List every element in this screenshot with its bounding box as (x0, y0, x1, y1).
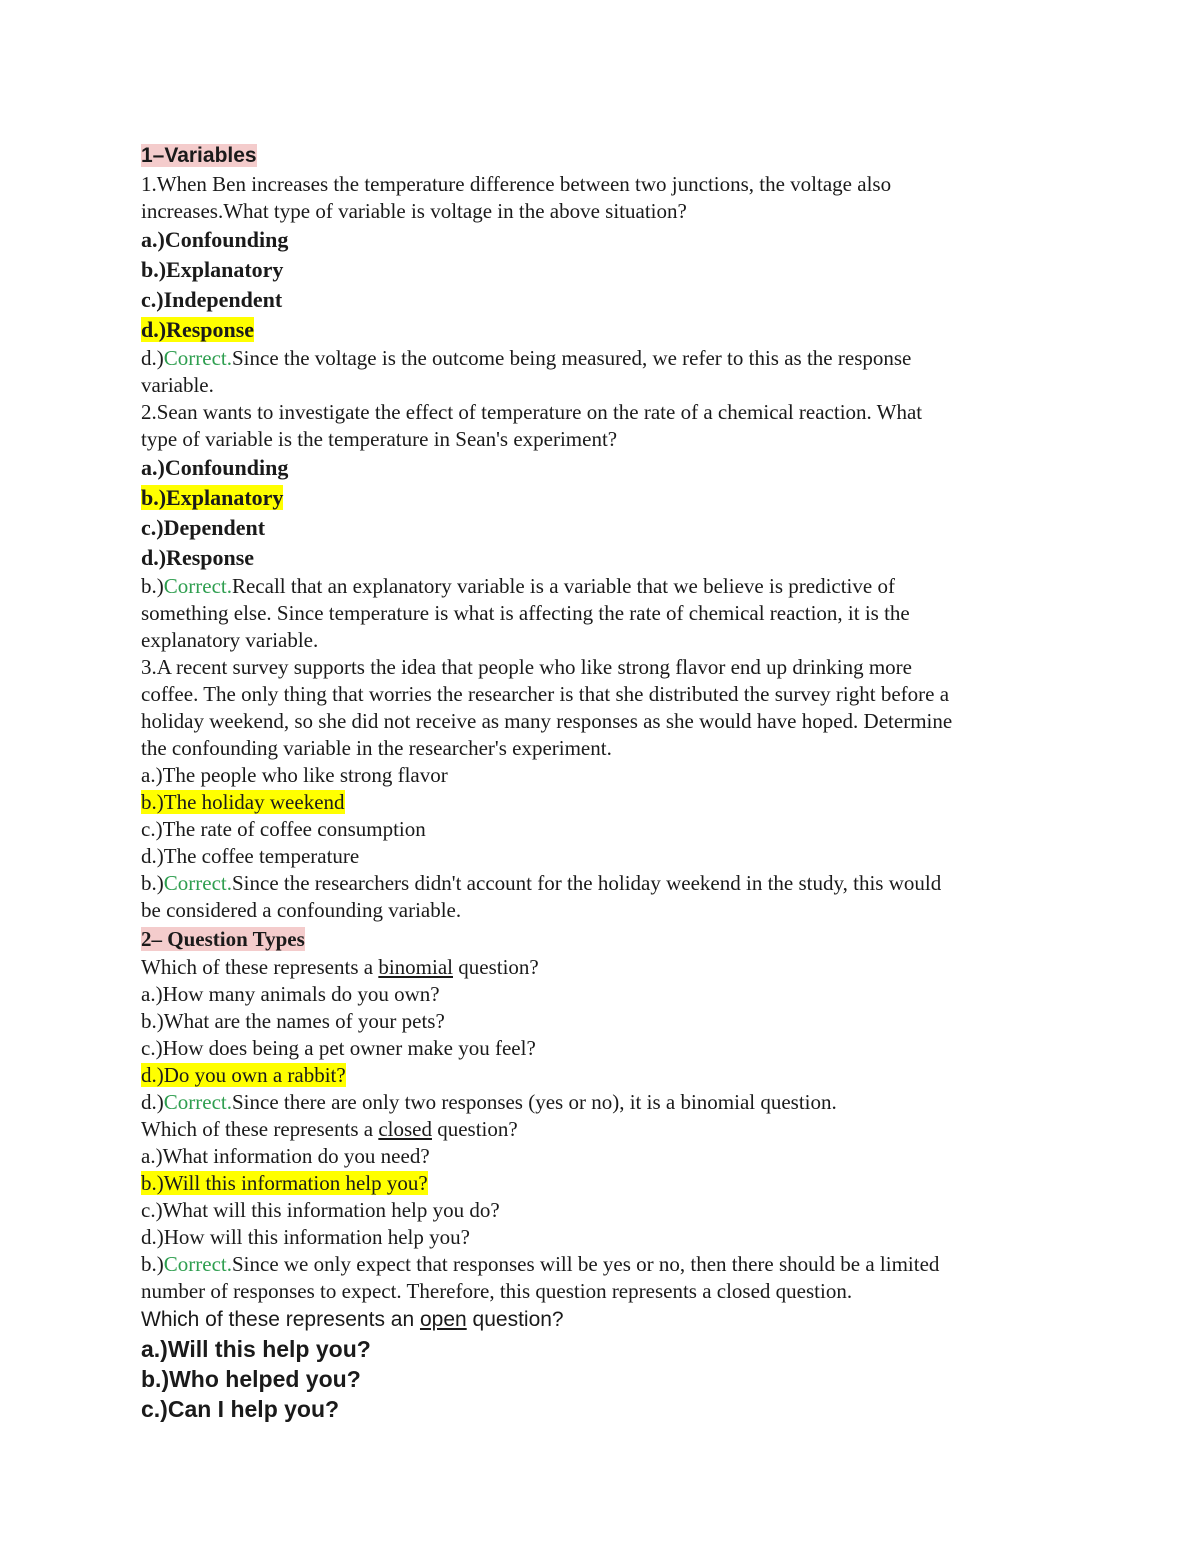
correct-label: Correct. (163, 1090, 232, 1114)
question-2-text: 2.Sean wants to investigate the effect of temperature on the rate of a chemical reaction. What (141, 400, 923, 424)
question-4-post: question? (453, 955, 539, 979)
question-3-text: 3.A recent survey supports the idea that people who like strong flavor end up drinking more (141, 655, 912, 679)
question-5-option-d: d.)How will this information help you? (141, 1225, 470, 1249)
question-3-text-cont-2: holiday weekend, so she did not receive as many responses as she would have hoped. Determine (141, 709, 953, 733)
question-5-explanation-cont: number of responses to expect. Therefore, this question represents a closed question. (141, 1279, 853, 1303)
question-6-post: question? (466, 1308, 564, 1331)
question-6-pre: Which of these represents an (141, 1308, 420, 1331)
document-page (141, 141, 1061, 1424)
question-5-answer-highlight: b.)Will this information help you? (141, 1171, 428, 1195)
question-2-answer-highlight: b.)Explanatory (141, 485, 284, 510)
question-5-post: question? (431, 1117, 518, 1141)
question-5-pre: Which of these represents a (141, 1117, 379, 1141)
question-5-option-a: a.)What information do you need? (141, 1144, 430, 1168)
correct-label: Correct. (163, 574, 232, 598)
question-5-explanation (141, 1251, 1061, 1278)
question-3-explanation (141, 870, 1061, 897)
question-3-explanation-cont: be considered a confounding variable. (141, 898, 462, 922)
section-2-heading-text: 2– Question Types (141, 927, 305, 951)
question-2-option-d: d.)Response (141, 545, 255, 570)
question-2-explanation-cont: something else. Since temperature is what is affecting the rate of chemical reaction, it is the (141, 601, 910, 625)
question-4-option-a: a.)How many animals do you own? (141, 982, 440, 1006)
question-4-option-c: c.)How does being a pet owner make you feel? (141, 1036, 536, 1060)
question-1-text: 1.When Ben increases the temperature difference between two junctions, the voltage also (141, 172, 892, 196)
question-4-option-d (141, 1062, 1061, 1089)
question-5-text (141, 1116, 1061, 1143)
explanation-text: Recall that an explanatory variable is a variable that we believe is predictive of (231, 574, 895, 598)
question-4-answer-highlight: d.)Do you own a rabbit? (141, 1063, 346, 1087)
answer-prefix: b.) (141, 1252, 164, 1276)
question-2-option-c: c.)Dependent (141, 515, 266, 540)
question-1-text-cont: increases.What type of variable is voltage in the above situation? (141, 199, 687, 223)
answer-prefix: d.) (141, 346, 164, 370)
question-5-option-b (141, 1170, 1061, 1197)
answer-prefix: b.) (141, 574, 164, 598)
explanation-text: Since there are only two responses (yes or no), it is a binomial question. (231, 1090, 837, 1114)
answer-prefix: b.) (141, 871, 164, 895)
question-3-text-cont-3: the confounding variable in the researcher's experiment. (141, 736, 612, 760)
section-1-heading (141, 141, 1061, 171)
question-6-option-b: b.)Who helped you? (141, 1366, 361, 1392)
question-4-text (141, 954, 1061, 981)
question-1-answer-highlight: d.)Response (141, 317, 255, 342)
explanation-text: Since the researchers didn't account for the holiday weekend in the study, this would (231, 871, 942, 895)
explanation-text: Since we only expect that responses will be yes or no, then there should be a limited (231, 1252, 940, 1276)
answer-prefix: d.) (141, 1090, 164, 1114)
question-3-text-cont: coffee. The only thing that worries the researcher is that she distributed the survey right before a (141, 682, 950, 706)
question-3-option-b (141, 789, 1061, 816)
question-3-option-d: d.)The coffee temperature (141, 844, 360, 868)
question-5-option-c: c.)What will this information help you do? (141, 1198, 500, 1222)
question-6-option-c: c.)Can I help you? (141, 1396, 340, 1422)
question-3-answer-highlight: b.)The holiday weekend (141, 790, 345, 814)
question-4-pre: Which of these represents a (141, 955, 379, 979)
question-1-option-d (141, 315, 1061, 345)
question-4-keyword: binomial (378, 955, 453, 979)
question-1-explanation (141, 345, 1061, 372)
question-1-option-c: c.)Independent (141, 287, 283, 312)
question-1-option-a: a.)Confounding (141, 227, 289, 252)
question-3-option-a: a.)The people who like strong flavor (141, 763, 448, 787)
correct-label: Correct. (163, 346, 232, 370)
question-6-keyword: open (419, 1308, 467, 1331)
question-5-keyword: closed (378, 1117, 432, 1141)
question-6-text (141, 1305, 1061, 1334)
section-1-heading-text: 1–Variables (141, 144, 257, 167)
question-3-option-c: c.)The rate of coffee consumption (141, 817, 426, 841)
correct-label: Correct. (163, 871, 232, 895)
question-2-option-b (141, 483, 1061, 513)
section-2-heading (141, 924, 1061, 954)
question-1-option-b: b.)Explanatory (141, 257, 284, 282)
question-2-explanation-cont-2: explanatory variable. (141, 628, 319, 652)
question-4-explanation (141, 1089, 1061, 1116)
question-6-option-a: a.)Will this help you? (141, 1336, 371, 1362)
question-2-text-cont: type of variable is the temperature in Sean's experiment? (141, 427, 618, 451)
explanation-text: Since the voltage is the outcome being measured, we refer to this as the response (231, 346, 912, 370)
correct-label: Correct. (163, 1252, 232, 1276)
question-1-explanation-cont: variable. (141, 373, 214, 397)
question-2-option-a: a.)Confounding (141, 455, 289, 480)
question-2-explanation (141, 573, 1061, 600)
question-4-option-b: b.)What are the names of your pets? (141, 1009, 445, 1033)
